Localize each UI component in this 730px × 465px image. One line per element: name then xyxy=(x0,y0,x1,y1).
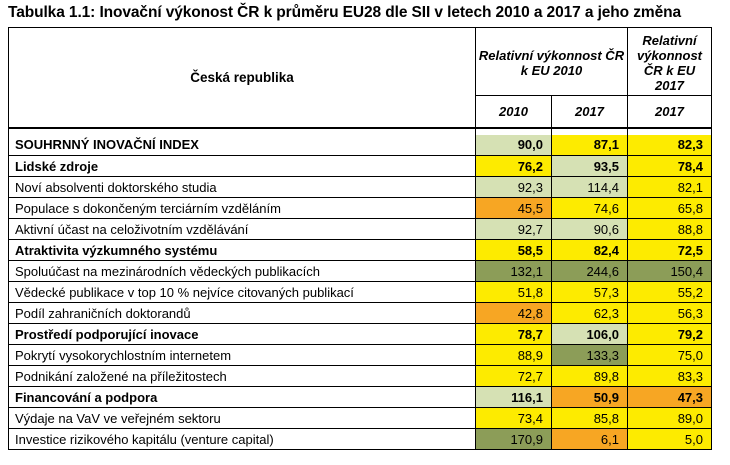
table-row xyxy=(9,198,712,219)
value-2017-eu2010: 244,6 xyxy=(552,261,628,282)
row-label: Pokrytí vysokorychlostním internetem xyxy=(9,345,476,366)
row-label: Spoluúčast na mezinárodních vědeckých publikacích xyxy=(9,261,476,282)
header-country: Česká republika xyxy=(9,28,476,128)
row-label: Atraktivita výzkumného systému xyxy=(9,240,476,261)
value-2010: 73,4 xyxy=(476,408,552,429)
value-2017-eu2017: 55,2 xyxy=(628,282,712,303)
value-2010: 92,7 xyxy=(476,219,552,240)
table-row xyxy=(9,240,712,261)
value-2017-eu2010: 133,3 xyxy=(552,345,628,366)
header-year-2017-a: 2017 xyxy=(552,96,628,128)
value-2010: 88,9 xyxy=(476,345,552,366)
row-label: SOUHRNNÝ INOVAČNÍ INDEX xyxy=(9,135,476,156)
value-2017-eu2017: 47,3 xyxy=(628,387,712,408)
value-2017-eu2017: 72,5 xyxy=(628,240,712,261)
value-2010: 45,5 xyxy=(476,198,552,219)
value-2010: 132,1 xyxy=(476,261,552,282)
header-year-2017-b: 2017 xyxy=(628,96,712,128)
value-2017-eu2017: 75,0 xyxy=(628,345,712,366)
value-2010: 170,9 xyxy=(476,429,552,450)
value-2017-eu2017: 88,8 xyxy=(628,219,712,240)
header-group-2017: Relativní výkonnost ČR k EU 2017 xyxy=(628,28,712,96)
value-2017-eu2017: 78,4 xyxy=(628,156,712,177)
value-2017-eu2010: 114,4 xyxy=(552,177,628,198)
table-row xyxy=(9,366,712,387)
value-2017-eu2010: 62,3 xyxy=(552,303,628,324)
row-label: Výdaje na VaV ve veřejném sektoru xyxy=(9,408,476,429)
value-2010: 76,2 xyxy=(476,156,552,177)
row-label: Lidské zdroje xyxy=(9,156,476,177)
value-2010: 58,5 xyxy=(476,240,552,261)
value-2017-eu2010: 90,6 xyxy=(552,219,628,240)
innovation-table xyxy=(8,27,712,450)
value-2017-eu2017: 89,0 xyxy=(628,408,712,429)
value-2017-eu2010: 82,4 xyxy=(552,240,628,261)
value-2017-eu2017: 65,8 xyxy=(628,198,712,219)
value-2010: 116,1 xyxy=(476,387,552,408)
row-label: Financování a podpora xyxy=(9,387,476,408)
row-label: Noví absolventi doktorského studia xyxy=(9,177,476,198)
value-2010: 78,7 xyxy=(476,324,552,345)
row-label: Podíl zahraničních doktorandů xyxy=(9,303,476,324)
spacer-row xyxy=(9,128,712,135)
table-body xyxy=(9,128,712,450)
value-2017-eu2017: 79,2 xyxy=(628,324,712,345)
table-row xyxy=(9,135,712,156)
table-row xyxy=(9,219,712,240)
value-2017-eu2017: 82,1 xyxy=(628,177,712,198)
table-row xyxy=(9,177,712,198)
value-2010: 51,8 xyxy=(476,282,552,303)
value-2017-eu2010: 50,9 xyxy=(552,387,628,408)
value-2017-eu2010: 106,0 xyxy=(552,324,628,345)
row-label: Investice rizikového kapitálu (venture capital) xyxy=(9,429,476,450)
value-2017-eu2010: 89,8 xyxy=(552,366,628,387)
value-2017-eu2017: 83,3 xyxy=(628,366,712,387)
value-2010: 90,0 xyxy=(476,135,552,156)
value-2017-eu2010: 85,8 xyxy=(552,408,628,429)
table-row xyxy=(9,345,712,366)
row-label: Prostředí podporující inovace xyxy=(9,324,476,345)
table-row xyxy=(9,282,712,303)
row-label: Vědecké publikace v top 10 % nejvíce citovaných publikací xyxy=(9,282,476,303)
table-row xyxy=(9,303,712,324)
row-label: Aktivní účast na celoživotním vzdělávání xyxy=(9,219,476,240)
table-row xyxy=(9,408,712,429)
value-2017-eu2017: 56,3 xyxy=(628,303,712,324)
value-2010: 92,3 xyxy=(476,177,552,198)
value-2017-eu2010: 87,1 xyxy=(552,135,628,156)
header-group-2010: Relativní výkonnost ČR k EU 2010 xyxy=(476,28,628,96)
value-2017-eu2017: 5,0 xyxy=(628,429,712,450)
table-row xyxy=(9,261,712,282)
table-row xyxy=(9,429,712,450)
value-2017-eu2017: 150,4 xyxy=(628,261,712,282)
value-2017-eu2010: 57,3 xyxy=(552,282,628,303)
table-row xyxy=(9,324,712,345)
value-2017-eu2010: 74,6 xyxy=(552,198,628,219)
value-2010: 72,7 xyxy=(476,366,552,387)
value-2017-eu2017: 82,3 xyxy=(628,135,712,156)
row-label: Podnikání založené na příležitostech xyxy=(9,366,476,387)
value-2017-eu2010: 6,1 xyxy=(552,429,628,450)
table-row xyxy=(9,156,712,177)
header-year-2010: 2010 xyxy=(476,96,552,128)
value-2017-eu2010: 93,5 xyxy=(552,156,628,177)
table-caption: Tabulka 1.1: Inovační výkonost ČR k průměru EU28 dle SII v letech 2010 a 2017 a jeho změna xyxy=(8,4,681,21)
table-row xyxy=(9,387,712,408)
value-2010: 42,8 xyxy=(476,303,552,324)
row-label: Populace s dokončeným terciárním vzděláním xyxy=(9,198,476,219)
